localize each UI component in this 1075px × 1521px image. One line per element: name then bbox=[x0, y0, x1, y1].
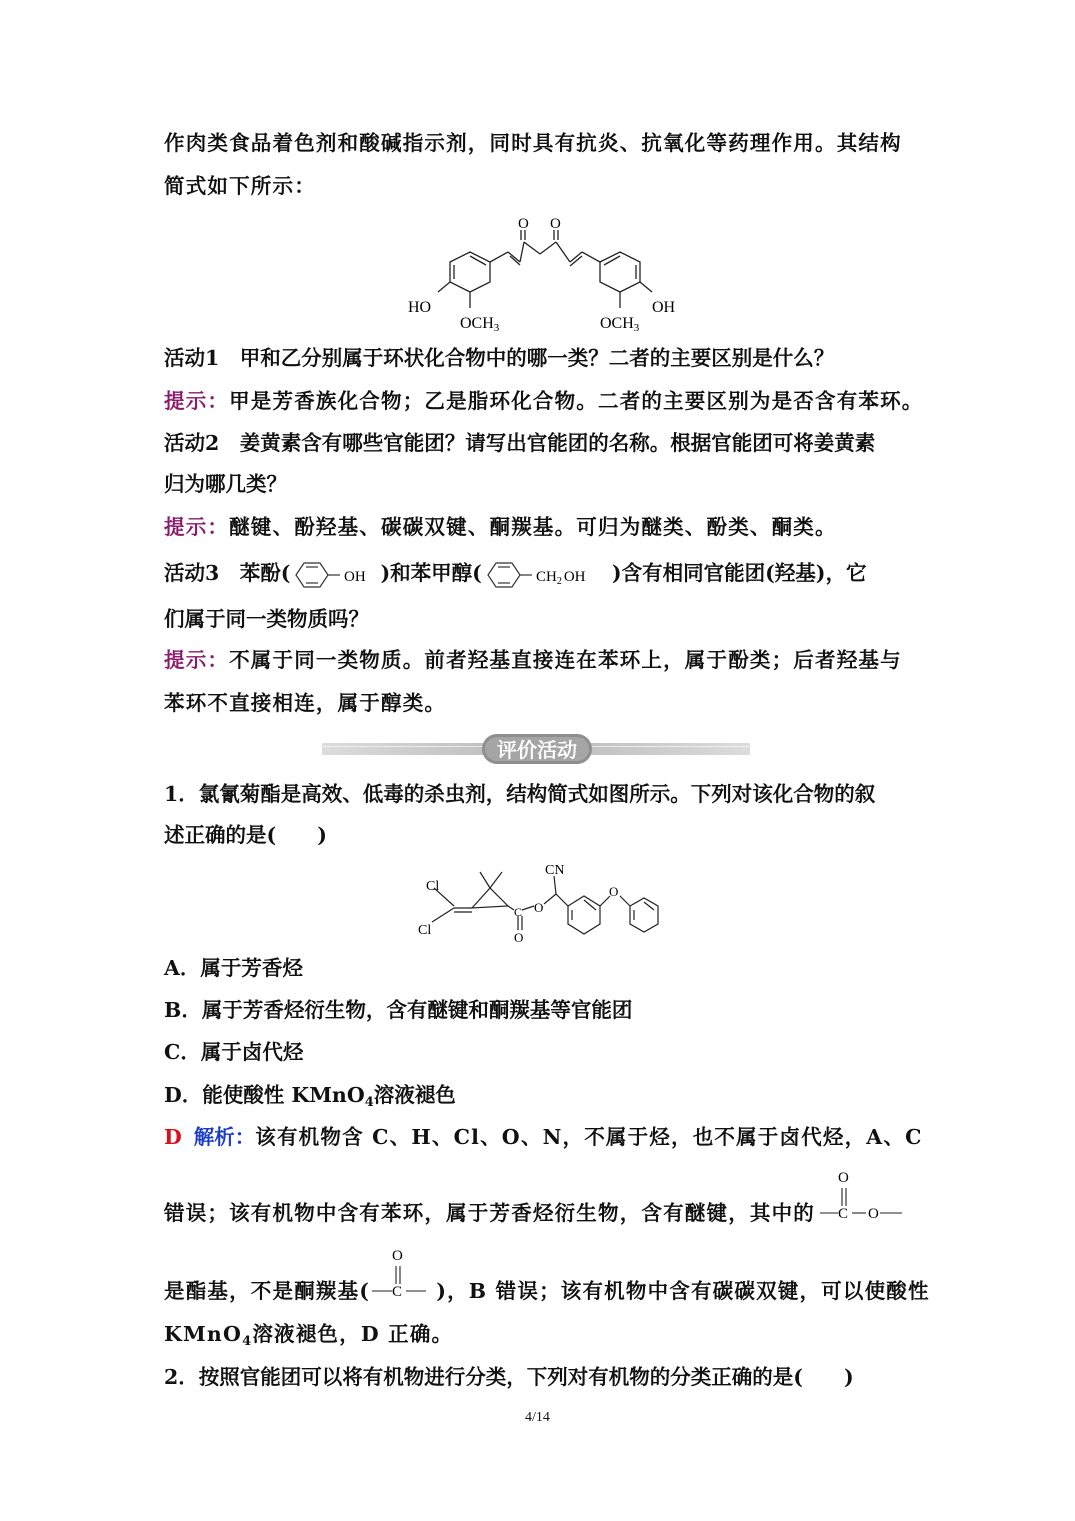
svg-text:OH: OH bbox=[344, 568, 367, 585]
hint-2 bbox=[164, 512, 916, 542]
text-line: 简式如下所示： bbox=[164, 174, 316, 198]
carbonyl-o-label: O bbox=[550, 216, 561, 232]
hydroxyl-label: OH bbox=[652, 299, 676, 316]
svg-text:C: C bbox=[838, 1206, 849, 1222]
curcumin-structure bbox=[400, 212, 680, 334]
cypermethrin-structure bbox=[410, 858, 670, 948]
svg-text:O: O bbox=[838, 1170, 849, 1186]
text-fragment: )和苯甲醇( bbox=[380, 561, 482, 585]
hint-1 bbox=[164, 386, 924, 416]
analysis-text: 该有机物含 C、H、Cl、O、N，不属于烃，也不属于卤代烃，A、C bbox=[255, 1125, 923, 1149]
ester-group-structure bbox=[818, 1166, 908, 1226]
text-line: 错误；该有机物中含有苯环，属于芳香烃衍生物，含有醚键，其中的 bbox=[164, 1201, 815, 1225]
text-line: 述正确的是( ) bbox=[164, 823, 327, 847]
question-1: 1．氯氰菊酯是高效、低毒的杀虫剂，结构简式如图所示。下列对该化合物的叙 bbox=[164, 782, 876, 806]
activity-1 bbox=[164, 343, 916, 373]
option-a: A．属于芳香烃 bbox=[164, 956, 303, 980]
analysis-label: 解析： bbox=[193, 1125, 256, 1149]
hint-text: 甲是芳香族化合物；乙是脂环化合物。二者的主要区别为是否含有苯环。 bbox=[229, 389, 924, 413]
svg-text:O: O bbox=[609, 884, 619, 899]
methoxy-label: OCH3 bbox=[460, 315, 500, 334]
activity-label: 活动1 bbox=[164, 346, 220, 370]
text-line: 作肉类食品着色剂和酸碱指示剂，同时具有抗炎、抗氧化等药理作用。其结构 bbox=[164, 131, 902, 155]
activity-question: 甲和乙分别属于环状化合物中的哪一类？二者的主要区别是什么？ bbox=[239, 346, 835, 370]
svg-text:Cl: Cl bbox=[426, 879, 440, 894]
svg-text:CH2OH: $CH_2$ OH bbox=[535, 568, 586, 587]
option-c: C．属于卤代烃 bbox=[164, 1040, 304, 1064]
activity-label: 活动3 bbox=[164, 561, 220, 585]
hint-label: 提示： bbox=[164, 389, 230, 413]
hint-text: 不属于同一类物质。前者羟基直接连在苯环上，属于酚类；后者羟基与 bbox=[229, 648, 902, 672]
phenol-structure bbox=[290, 559, 380, 591]
section-banner bbox=[322, 732, 750, 766]
text-line: KMnO$_4$溶液褪色，D 正确。 bbox=[164, 1322, 454, 1349]
banner-title: 评价活动 bbox=[497, 740, 577, 762]
hint-3 bbox=[164, 645, 916, 675]
methoxy-label: OCH3 bbox=[600, 315, 640, 334]
text-line: 是酯基，不是酮羰基( )，B 错误；该有机物中含有碳碳双键，可以使酸性 bbox=[164, 1279, 930, 1303]
answer-choice: D bbox=[164, 1125, 182, 1149]
activity-question: 姜黄素含有哪些官能团？请写出官能团的名称。根据官能团可将姜黄素 bbox=[239, 431, 876, 455]
text-line: 苯环不直接相连，属于醇类。 bbox=[164, 691, 447, 715]
text-fragment: 苯酚( bbox=[239, 561, 291, 585]
hint-label: 提示： bbox=[164, 515, 230, 539]
ketone-group-structure bbox=[370, 1244, 430, 1304]
activity-label: 活动2 bbox=[164, 431, 220, 455]
hint-label: 提示： bbox=[164, 648, 230, 672]
text-line: 归为哪几类？ bbox=[164, 472, 287, 496]
activity-3 bbox=[164, 558, 916, 591]
question-2: 2．按照官能团可以将有机物进行分类，下列对有机物的分类正确的是( ) bbox=[164, 1365, 854, 1389]
svg-text:C: C bbox=[514, 905, 523, 919]
page-number: 4/14 bbox=[525, 1410, 550, 1425]
hydroxyl-label: HO bbox=[408, 299, 432, 316]
svg-text:O: O bbox=[868, 1206, 879, 1222]
svg-text:O: O bbox=[514, 930, 524, 945]
benzyl-alcohol-structure bbox=[482, 559, 612, 591]
svg-text:O: O bbox=[392, 1248, 403, 1264]
option-b: B．属于芳香烃衍生物，含有醚键和酮羰基等官能团 bbox=[164, 998, 633, 1022]
svg-text:C: C bbox=[392, 1284, 403, 1300]
option-d: D．能使酸性 KMnO$_4$溶液褪色 bbox=[164, 1083, 456, 1110]
carbonyl-o-label: O bbox=[518, 216, 529, 232]
activity-2 bbox=[164, 428, 916, 458]
text-fragment: )含有相同官能团(羟基)，它 bbox=[611, 561, 867, 585]
svg-text:Cl: Cl bbox=[418, 923, 432, 938]
text-line: 们属于同一类物质吗？ bbox=[164, 607, 369, 631]
hint-text: 醚键、酚羟基、碳碳双键、酮羰基。可归为醚类、酚类、酮类。 bbox=[229, 515, 837, 539]
svg-text:CN: CN bbox=[545, 863, 565, 878]
answer-line bbox=[164, 1122, 923, 1152]
svg-text:O: O bbox=[534, 900, 544, 915]
